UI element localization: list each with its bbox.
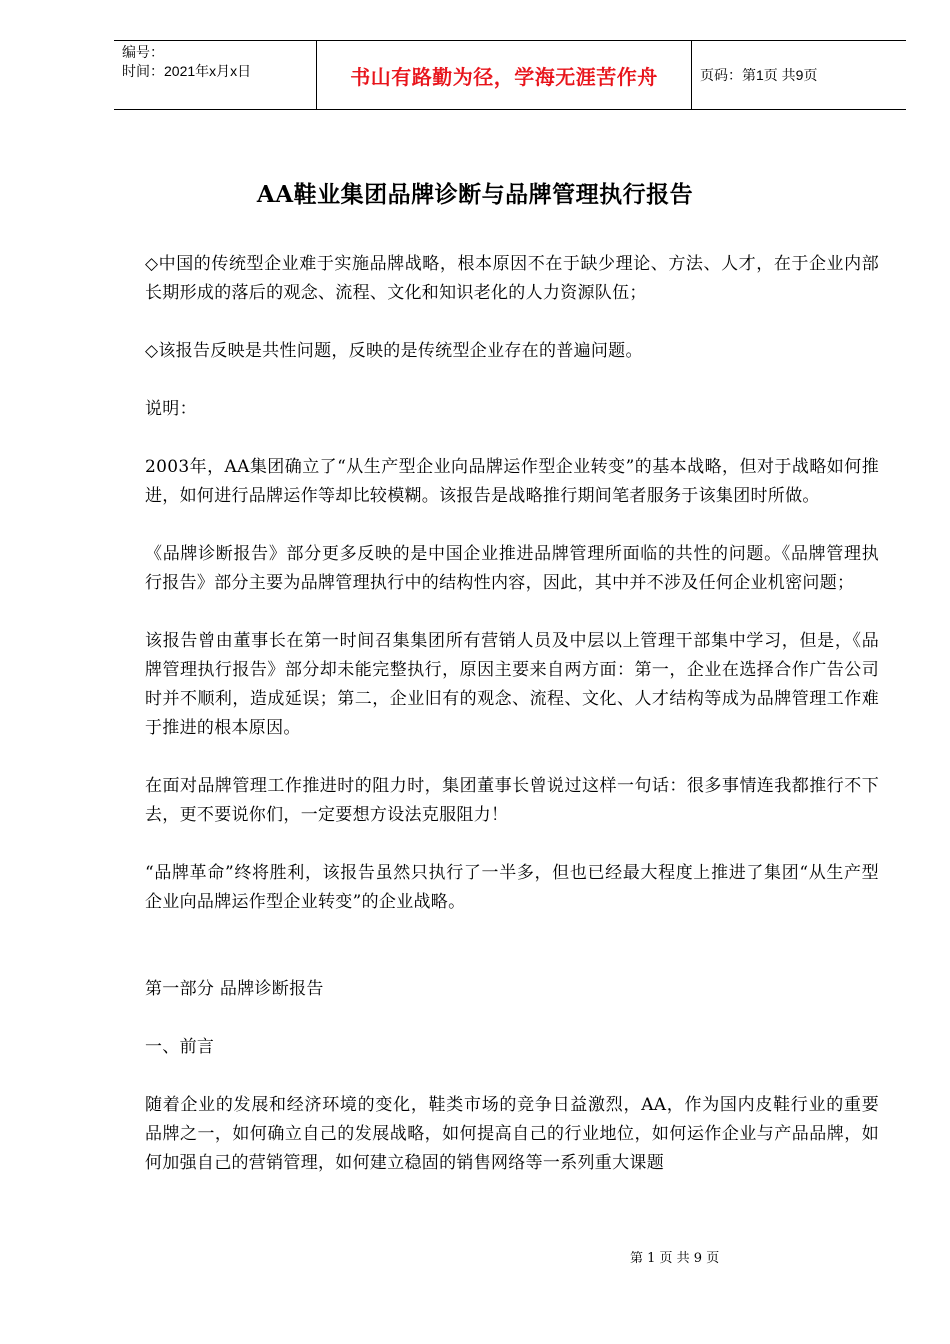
paragraph: 2003年，AA集团确立了“从生产型企业向品牌运作型企业转变”的基本战略，但对于战略如何推进，如何进行品牌运作等却比较模糊。该报告是战略推行期间笔者服务于该集团时所做。 [145, 457, 879, 506]
document-body [145, 250, 879, 1178]
page-header [114, 40, 906, 110]
paragraph: 《品牌诊断报告》部分更多反映的是中国企业推进品牌管理所面临的共性的问题。《品牌管理执行报告》部分主要为品牌管理执行中的结构性内容，因此，其中并不涉及任何企业机密问题； [145, 544, 879, 593]
section-heading: 第一部分 品牌诊断报告 [145, 979, 324, 999]
paragraph: 说明： [145, 399, 197, 419]
paragraph: 随着企业的发展和经济环境的变化，鞋类市场的竞争日益激烈，AA，作为国内皮鞋行业的重要品牌之一，如何确立自己的发展战略，如何提高自己的行业地位，如何运作企业与产品品牌，如何加强自己的营销管理，如何建立稳固的销售网络等一系列重大课题 [145, 1095, 879, 1173]
footer-page-number: 第 1 页 共 9 页 [630, 1251, 720, 1266]
document-time: 时间：2021年x月x日 [122, 63, 252, 79]
paragraph: 在面对品牌管理工作推进时的阻力时，集团董事长曾说过这样一句话：很多事情连我都推行不下去，更不要说你们，一定要想方设法克服阻力！ [145, 776, 879, 825]
paragraph: “品牌革命”终将胜利，该报告虽然只执行了一半多，但也已经最大程度上推进了集团“从生产型企业向品牌运作型企业转变”的企业战略。 [145, 863, 879, 912]
document-number-label: 编号： [122, 44, 164, 60]
paragraph: ◇该报告反映是共性问题，反映的是传统型企业存在的普遍问题。 [145, 341, 643, 361]
header-meta [114, 41, 316, 109]
document-title: AA鞋业集团品牌诊断与品牌管理执行报告 [256, 181, 694, 208]
header-page-info: 页码：第1页 共9页 [700, 67, 818, 83]
paragraph: ◇中国的传统型企业难于实施品牌战略，根本原因不在于缺少理论、方法、人才，在于企业内部长期形成的落后的观念、流程、文化和知识老化的人力资源队伍； [145, 254, 879, 303]
paragraph: 该报告曾由董事长在第一时间召集集团所有营销人员及中层以上管理干部集中学习，但是，《品牌管理执行报告》部分却未能完整执行，原因主要来自两方面：第一，企业在选择合作广告公司时并不顺利，造成延误；第二，企业旧有的观念、流程、文化、人才结构等成为品牌管理工作难于推进的根本原因。 [145, 631, 879, 738]
header-motto: 书山有路勤为径，学海无涯苦作舟 [316, 41, 692, 109]
subsection-heading: 一、前言 [145, 1037, 215, 1057]
